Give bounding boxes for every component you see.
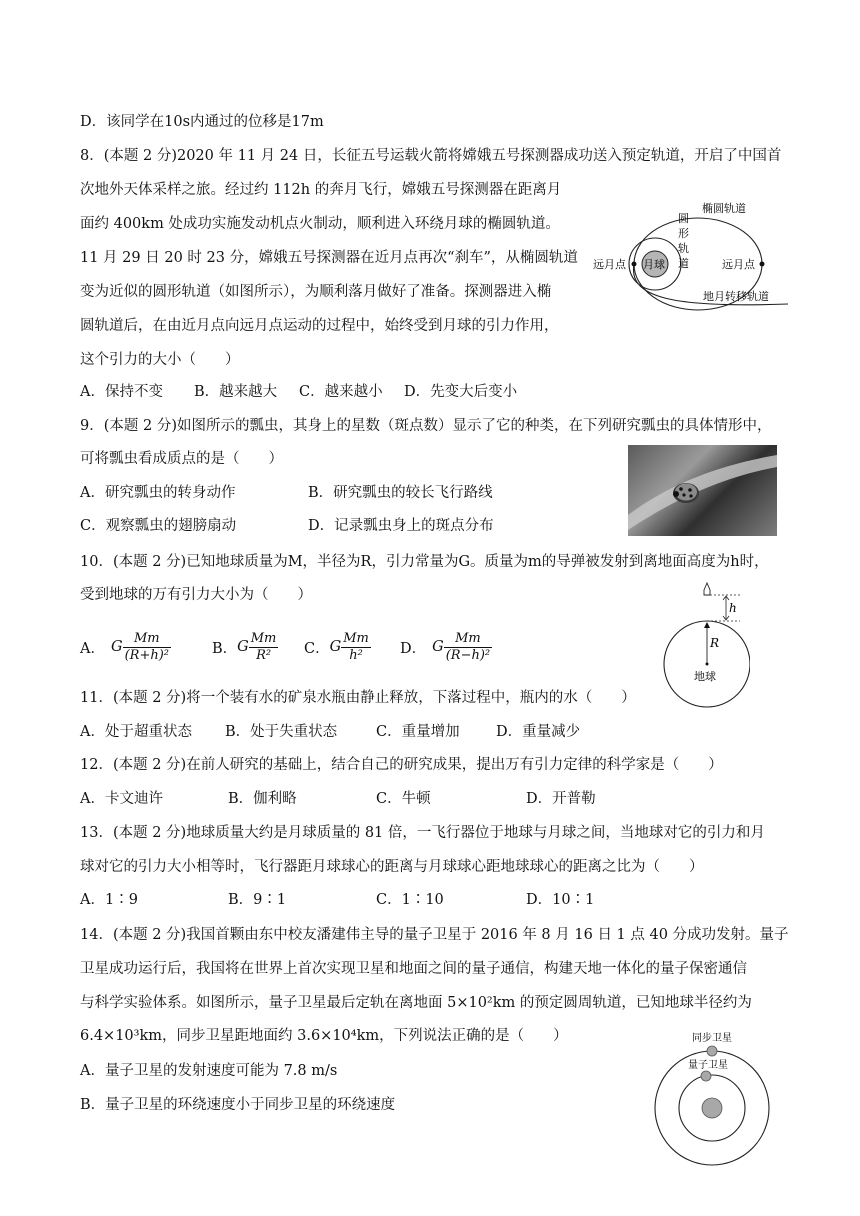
q13-option-c[interactable]: C．1∶10 <box>376 892 444 908</box>
q13-stem-line-1: 13．(本题 2 分)地球质量大约是月球质量的 81 倍，一飞行器位于地球与月球之间，当地球对它的引力和月 <box>80 825 765 841</box>
q13-option-a[interactable]: A．1∶9 <box>80 892 138 908</box>
q12-option-c[interactable]: C．牛顿 <box>376 791 431 807</box>
q12-option-b[interactable]: B．伽利略 <box>228 791 297 807</box>
q9-option-d[interactable]: D．记录瓢虫身上的斑点分布 <box>308 518 494 534</box>
q12-option-d[interactable]: D．开普勒 <box>526 791 596 807</box>
q10-stem-line-2: 受到地球的万有引力大小为（ ） <box>80 587 312 603</box>
q11-stem-line-1: 11．(本题 2 分)将一个装有水的矿泉水瓶由静止释放，下落过程中，瓶内的水（ ） <box>80 690 636 706</box>
earth-label: 地球 <box>694 670 716 683</box>
circle-orbit-label-4: 道 <box>678 257 689 270</box>
q12-stem-line-1: 12．(本题 2 分)在前人研究的基础上，结合自己的研究成果，提出万有引力定律的科学家是（ ） <box>80 757 723 773</box>
q9-stem-line-1: 9．(本题 2 分)如图所示的瓢虫，其身上的星数（斑点数）显示了它的种类，在下列研究瓢虫的具体情形中， <box>80 418 772 434</box>
q10-option-b-label: B． <box>212 640 238 657</box>
q8-option-c[interactable]: C．越来越小 <box>299 384 383 400</box>
height-label: h <box>729 601 737 615</box>
q9-option-b[interactable]: B．研究瓢虫的较长飞行路线 <box>308 485 493 501</box>
q8-stem-line-7: 这个引力的大小（ ） <box>80 352 240 368</box>
q13-option-d[interactable]: D．10∶1 <box>526 892 595 908</box>
sync-satellite-label: 同步卫星 <box>692 1033 732 1044</box>
earth-missile-figure <box>660 576 750 710</box>
q10-option-c[interactable] <box>304 625 371 669</box>
q12-option-a[interactable]: A．卡文迪许 <box>80 791 163 807</box>
q10-option-a[interactable] <box>80 625 171 669</box>
circle-orbit-label-2: 形 <box>678 227 689 240</box>
circle-orbit-label-1: 圆 <box>678 212 689 225</box>
q11-option-c[interactable]: C．重量增加 <box>376 724 460 740</box>
q10-option-c-label: C． <box>304 640 330 657</box>
q10-option-d[interactable] <box>400 625 492 669</box>
q8-stem-line-1: 8．(本题 2 分)2020 年 11 月 24 日，长征五号运载火箭将嫦娥五号探测器成功送入预定轨道，开启了中国首 <box>80 148 782 164</box>
q8-option-b[interactable]: B．越来越大 <box>194 384 278 400</box>
q14-stem-line-4: 6.4×10³km，同步卫星距地面约 3.6×10⁴km，下列说法正确的是（ ） <box>80 1028 568 1044</box>
radius-label: R <box>710 636 720 650</box>
q8-stem-line-6: 圆轨道后，在由近月点向远月点运动的过程中，始终受到月球的引力作用， <box>80 318 559 334</box>
q10-option-b-g: G <box>237 639 249 655</box>
q8-stem-line-3: 面约 400km 处成功实施发动机点火制动，顺利进入环绕月球的椭圆轨道。 <box>80 216 560 232</box>
transfer-orbit-label: 地月转移轨道 <box>703 290 769 303</box>
q11-option-b[interactable]: B．处于失重状态 <box>225 724 338 740</box>
moon-orbit-figure <box>588 190 788 318</box>
q9-stem-line-2: 可将瓢虫看成质点的是（ ） <box>80 451 283 467</box>
quantum-satellite-label: 量子卫星 <box>688 1060 728 1071</box>
q9-option-a[interactable]: A．研究瓢虫的转身动作 <box>80 485 236 501</box>
far-point-right-label: 远月点 <box>722 258 755 271</box>
q9-option-c[interactable]: C．观察瓢虫的翅膀扇动 <box>80 518 237 534</box>
ladybug-image <box>628 445 777 536</box>
q8-stem-line-2: 次地外天体采样之旅。经过约 112h 的奔月飞行，嫦娥五号探测器在距离月 <box>80 182 562 198</box>
q10-option-a-g: G <box>110 639 123 655</box>
q11-option-a[interactable]: A．处于超重状态 <box>80 724 192 740</box>
q10-option-c-fraction: $\frac{Mm}{\text{h²}}$ <box>343 630 369 663</box>
q8-option-a[interactable]: A．保持不变 <box>80 384 163 400</box>
q10-option-a-label: A． <box>80 640 105 657</box>
q13-option-b[interactable]: B．9∶1 <box>228 892 287 908</box>
circle-orbit-label-3: 轨 <box>678 242 689 255</box>
q8-option-d[interactable]: D．先变大后变小 <box>404 384 518 400</box>
q8-stem-line-5: 变为近似的圆形轨道（如图所示），为顺利落月做好了准备。探测器进入椭 <box>80 284 552 300</box>
q13-stem-line-2: 球对它的引力大小相等时，飞行器距月球球心的距离与月球球心距地球球心的距离之比为（ ） <box>80 859 704 875</box>
ellipse-orbit-label: 椭圆轨道 <box>702 202 746 215</box>
q14-stem-line-2: 卫星成功运行后，我国将在世界上首次实现卫星和地面之间的量子通信，构建天地一体化的量子保密通信 <box>80 961 747 977</box>
q10-option-c-g: G <box>329 639 342 655</box>
q14-stem-line-1: 14．(本题 2 分)我国首颗由东中校友潘建伟主导的量子卫星于 2016 年 8 月 16 日 1 点 40 分成功发射。量子 <box>80 927 789 943</box>
q14-stem-line-3: 与科学实验体系。如图所示，量子卫星最后定轨在离地面 5×10²km 的预定圆周轨道，已知地球半径约为 <box>80 995 752 1011</box>
q14-option-a[interactable]: A．量子卫星的发射速度可能为 7.8 m/s <box>80 1063 338 1079</box>
q8-stem-line-4: 11 月 29 日 20 时 23 分，嫦娥五号探测器在近月点再次“刹车”，从椭圆轨道 <box>80 250 578 266</box>
q10-stem-line-1: 10．(本题 2 分)已知地球质量为M，半径为R，引力常量为G。质量为m的导弹被发射到离地面高度为h时， <box>80 554 769 570</box>
q7-option-d: D．该同学在10s内通过的位移是17m <box>80 114 324 130</box>
far-point-left-label: 远月点 <box>593 258 626 271</box>
q10-option-d-fraction: $\frac{Mm}{\text{(R−h)²}}$ <box>445 630 491 663</box>
ladybug-photo <box>628 445 777 536</box>
q14-option-b[interactable]: B．量子卫星的环绕速度小于同步卫星的环绕速度 <box>80 1097 396 1113</box>
q10-option-d-g: G <box>432 639 444 655</box>
moon-label: 月球 <box>643 258 665 271</box>
q10-option-b[interactable] <box>212 625 278 669</box>
q10-option-d-label: D． <box>400 640 427 657</box>
satellite-orbits-figure <box>648 1028 776 1168</box>
q11-option-d[interactable]: D．重量减少 <box>496 724 581 740</box>
q10-option-b-fraction: $\frac{Mm}{\text{R²}}$ <box>250 630 277 663</box>
q10-option-a-fraction: $\frac{Mm}{\text{(R+h)²}}$ <box>124 630 169 663</box>
